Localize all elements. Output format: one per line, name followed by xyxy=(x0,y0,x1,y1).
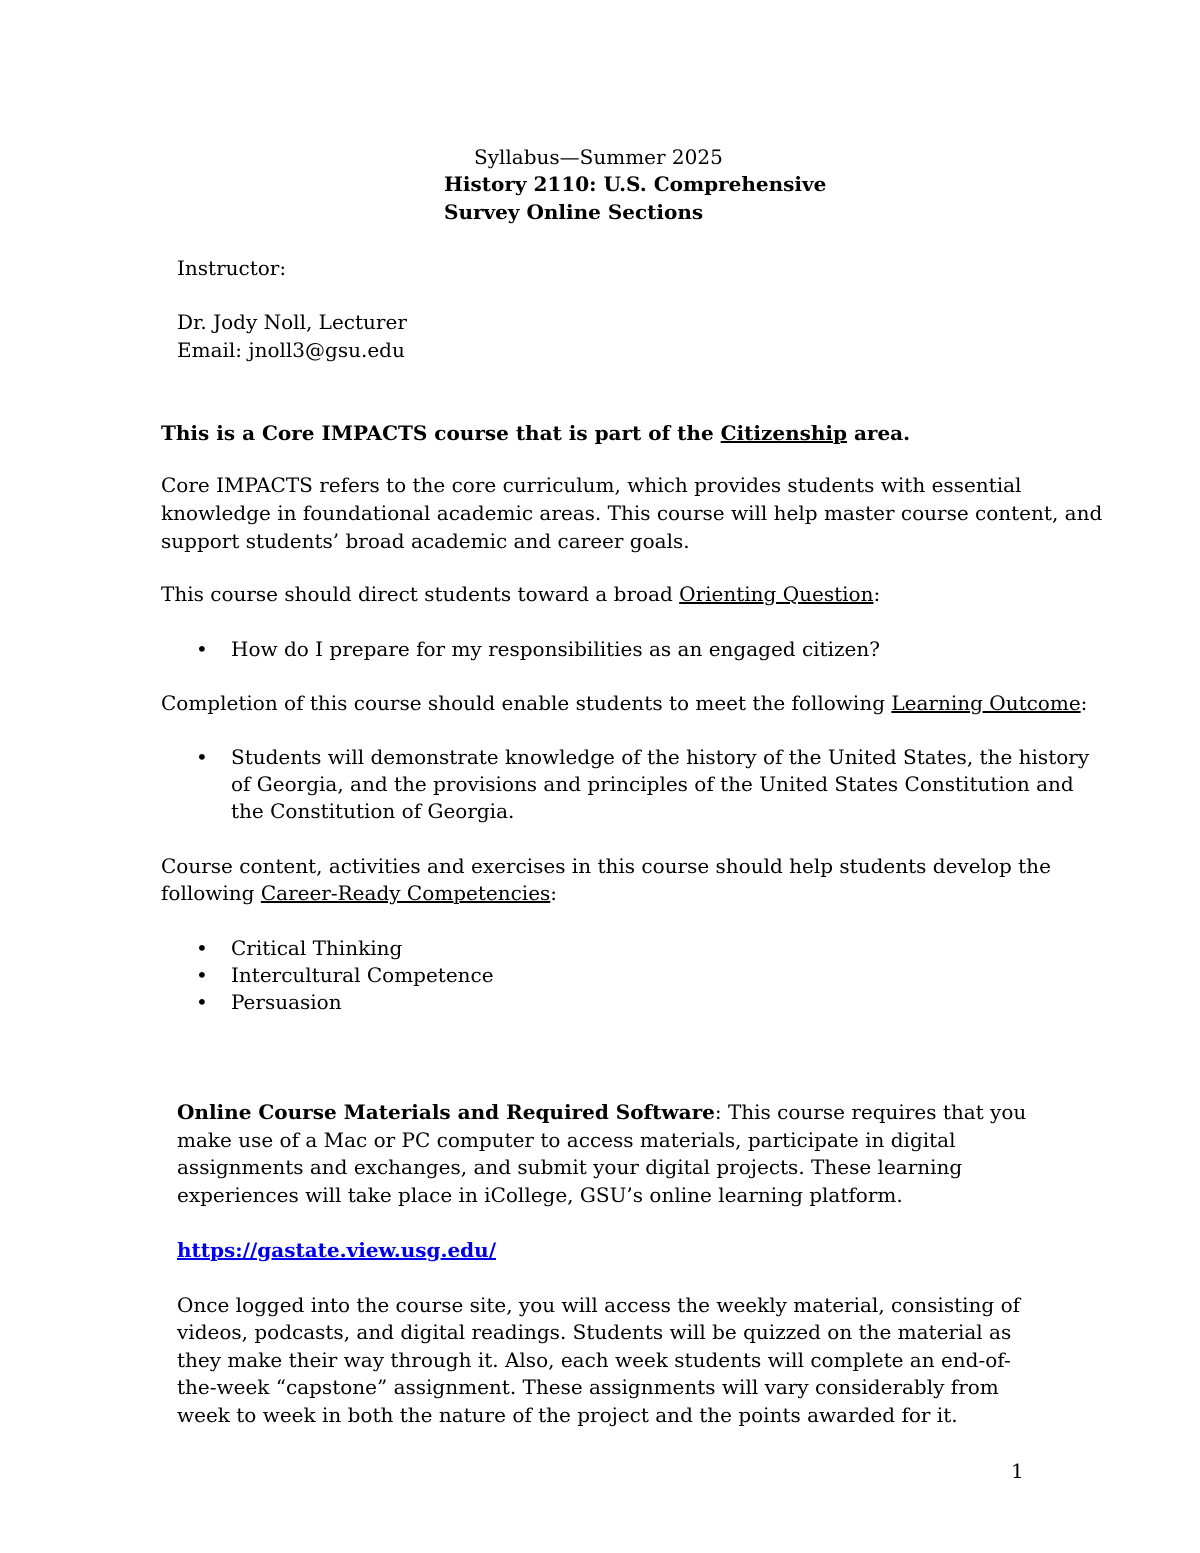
lo-colon: : xyxy=(1080,691,1088,715)
competencies-intro-line-2 xyxy=(161,881,557,905)
instructor-email-line xyxy=(177,338,405,362)
competency-item: Persuasion xyxy=(231,990,342,1014)
orienting-question-intro xyxy=(161,582,880,606)
heading-suffix: area. xyxy=(847,421,911,445)
materials-line-1 xyxy=(177,1100,1026,1124)
materials-line-4: experiences will take place in iCollege, GSU’s online learning platform. xyxy=(177,1183,903,1207)
instructor-name: Dr. Jody Noll, Lecturer xyxy=(177,310,407,334)
career-ready-competencies-term: Career-Ready Competencies xyxy=(260,881,551,905)
weekly-paragraph-line-4: the-week “capstone” assignment. These assignments will vary considerably from xyxy=(177,1375,999,1399)
core-impacts-heading xyxy=(161,421,910,445)
email-prefix: Email: xyxy=(177,338,249,362)
materials-line-2: make use of a Mac or PC computer to access materials, participate in digital xyxy=(177,1128,956,1152)
bullet-icon: • xyxy=(196,637,208,661)
citizenship-area: Citizenship xyxy=(720,421,847,445)
competency-item: Critical Thinking xyxy=(231,936,403,960)
learning-outcome-line-2: of Georgia, and the provisions and principles of the United States Constitution and xyxy=(231,772,1074,796)
course-subtitle: Survey Online Sections xyxy=(444,200,704,224)
competencies-intro-line-1: Course content, activities and exercises in this course should help students develop the xyxy=(161,854,1051,878)
oq-colon: : xyxy=(873,582,881,606)
heading-text: This is a Core IMPACTS course that is part of the xyxy=(161,421,721,445)
instructor-label: Instructor: xyxy=(177,256,287,280)
competency-item: Intercultural Competence xyxy=(231,963,494,987)
learning-outcome-line-3: the Constitution of Georgia. xyxy=(231,799,515,823)
learning-outcome-line-1: Students will demonstrate knowledge of the history of the United States, the history xyxy=(231,745,1090,769)
core-paragraph-line-1: Core IMPACTS refers to the core curriculum, which provides students with essential xyxy=(161,473,1022,497)
weekly-paragraph-line-2: videos, podcasts, and digital readings. Students will be quizzed on the material as xyxy=(177,1320,1012,1344)
icollege-url-link[interactable]: https://gastate.view.usg.edu/ xyxy=(177,1238,496,1262)
instructor-email[interactable]: jnoll3@gsu.edu xyxy=(248,338,405,362)
oq-text: This course should direct students toward a broad xyxy=(161,582,680,606)
syllabus-term: Syllabus—Summer 2025 xyxy=(474,145,723,169)
orienting-question-term: Orienting Question xyxy=(679,582,874,606)
weekly-paragraph-line-3: they make their way through it. Also, each week students will complete an end-of- xyxy=(177,1348,1011,1372)
page-number: 1 xyxy=(1011,1459,1024,1483)
core-paragraph-line-2: knowledge in foundational academic areas. This course will help master course content, and xyxy=(161,501,1103,525)
weekly-paragraph-line-5: week to week in both the nature of the project and the points awarded for it. xyxy=(177,1403,958,1427)
bullet-icon: • xyxy=(196,990,208,1014)
crc-text: following xyxy=(161,881,261,905)
orienting-question-item: How do I prepare for my responsibilities as an engaged citizen? xyxy=(231,637,880,661)
bullet-icon: • xyxy=(196,745,208,769)
lo-text: Completion of this course should enable students to meet the following xyxy=(161,691,892,715)
weekly-paragraph-line-1: Once logged into the course site, you will access the weekly material, consisting of xyxy=(177,1293,1021,1317)
crc-colon: : xyxy=(550,881,558,905)
core-paragraph-line-3: support students’ broad academic and career goals. xyxy=(161,529,690,553)
learning-outcome-term: Learning Outcome xyxy=(891,691,1081,715)
materials-heading: Online Course Materials and Required Software xyxy=(177,1100,715,1124)
materials-text: : This course requires that you xyxy=(714,1100,1027,1124)
learning-outcome-intro xyxy=(161,691,1087,715)
materials-line-3: assignments and exchanges, and submit your digital projects. These learning xyxy=(177,1155,963,1179)
bullet-icon: • xyxy=(196,936,208,960)
course-title: History 2110: U.S. Comprehensive xyxy=(444,172,827,196)
bullet-icon: • xyxy=(196,963,208,987)
